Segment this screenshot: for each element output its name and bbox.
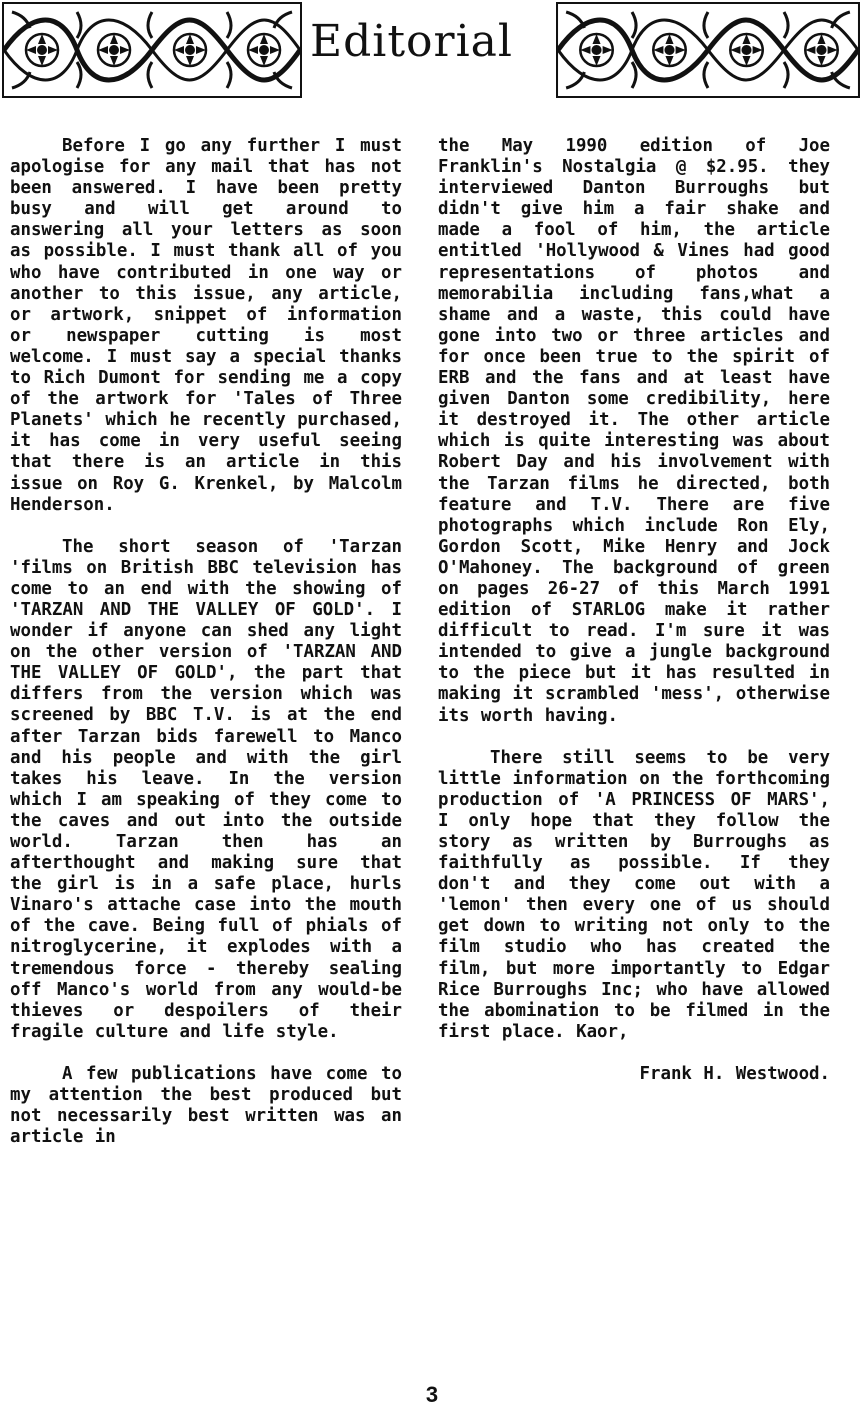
editorial-title: Editorial	[310, 16, 513, 67]
editorial-header	[0, 0, 864, 100]
paragraph-tarzan-season: The short season of 'Tarzan 'films on British BBC television has come to an end with the showing of 'TARZAN AND THE VALLEY OF GOLD'. I wonder if anyone can shed any light on the other version of 'TARZAN AND THE VALLEY OF GOLD', the part that differs from the version which was screened by BBC T.V. is at the end after Tarzan bids farewell to Manco and his people and with the girl takes his leave. In the version which I am speaking of they come to the caves and out into the outside world. Tarzan then has an afterthought and making sure that the girl is in a safe place, hurls Vinaro's attache case into the mouth of the cave. Being full of phials of nitroglycerine, it explodes with a tremendous force - thereby sealing off Manco's world from any would-be thieves or despoilers of their fragile culture and life style.	[10, 536, 402, 1042]
left-column	[10, 136, 402, 1148]
floral-vine-ornament-icon	[2, 2, 302, 98]
signature: Frank H. Westwood.	[639, 1063, 830, 1084]
paragraph-publications: A few publications have come to my attention the best produced but not necessarily best written was an article in	[10, 1063, 402, 1148]
paragraph-princess-of-mars: There still seems to be very little information on the forthcoming production of 'A PRINCESS OF MARS', I only hope that they follow the story as written by Burroughs as faithfully as possible. If they don't and they come out with a 'lemon' then every one of us should get down to writing not only to the film studio who has created the film, but more importantly to Edgar Rice Burroughs Inc; who have allowed the abomination to be filmed in the first place. Kaor,	[438, 747, 830, 1042]
paragraph-nostalgia-article: the May 1990 edition of Joe Franklin's Nostalgia @ $2.95. they interviewed Danton Burroughs but didn't give him a fair shake and made a fool of him, the article entitled 'Hollywood & Vines had good representations of photos and memorabilia including fans,what a shame and a waste, this could have gone into two or three articles and for once been true to the spirit of ERB and the fans and at least have given Danton some credibility, here it destroyed it. The other article which is quite interesting was about Robert Day and his involvement with the Tarzan films he directed, both feature and T.V. There are five photographs which include Ron Ely, Gordon Scott, Mike Henry and Jock O'Mahoney. The background of green on pages 26-27 of this March 1991 edition of STARLOG make it rather difficult to read. I'm sure it was intended to give a jungle background to the piece but it has resulted in making it scrambled 'mess', otherwise its worth having.	[438, 136, 830, 726]
floral-vine-ornament-icon	[556, 2, 860, 98]
paragraph-apology: Before I go any further I must apologise for any mail that has not been answered. I have been pretty busy and will get around to answering all your letters as soon as possible. I must thank all of you who have contributed in one way or another to this issue, any article, or artwork, snippet of information or newspaper cutting is most welcome. I must say a special thanks to Rich Dumont for sending me a copy of the artwork for 'Tales of Three Planets' which he recently purchased, it has come in very useful seeing that there is an article in this issue on Roy G. Krenkel, by Malcolm Henderson.	[10, 136, 402, 515]
right-column	[438, 136, 830, 1085]
page-number: 3	[425, 1382, 439, 1407]
